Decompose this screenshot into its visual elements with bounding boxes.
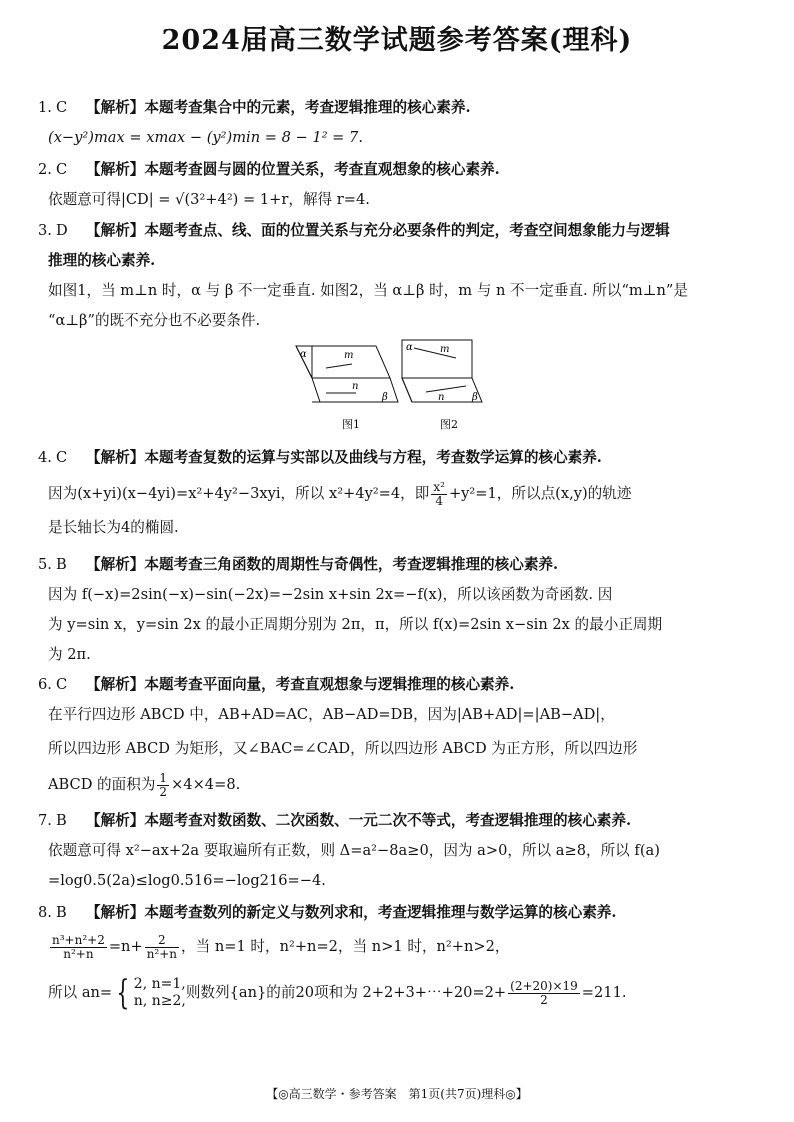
question-description: 本题考查对数函数、二次函数、一元二次不等式，考查逻辑推理的核心素养. bbox=[144, 812, 632, 829]
solution-line: ABCD 的面积为 $\frac{1}{2}$ ×4×4=8. bbox=[48, 770, 241, 799]
question-5 bbox=[38, 550, 760, 670]
solution-line: 是长轴长为4的椭圆. bbox=[48, 519, 179, 536]
figure-1-caption: 图1 bbox=[342, 418, 360, 431]
analysis-tag: 【解析】 bbox=[86, 449, 145, 466]
question-description: 本题考查点、线、面的位置关系与充分必要条件的判定，考查空间想象能力与逻辑 bbox=[144, 222, 670, 239]
solution-line: 所以 an= { 2, n=1, n, n≥2, 则数列{an}的前20项和为 2+2+3+⋯+20=2+ $\frac{(2+20)\times 19}{2}$ =211. bbox=[48, 973, 627, 1013]
question-description: 本题考查数列的新定义与数列求和，考查逻辑推理与数学运算的核心素养. bbox=[144, 904, 617, 921]
question-number: 3. bbox=[38, 222, 52, 239]
fig1-beta-label: β bbox=[382, 392, 388, 403]
analysis-tag: 【解析】 bbox=[86, 222, 145, 239]
question-description: 本题考查复数的运算与实部以及曲线与方程，考查数学运算的核心素养. bbox=[144, 449, 602, 466]
analysis-tag: 【解析】 bbox=[86, 676, 145, 693]
question-number: 8. bbox=[38, 904, 52, 921]
question-2 bbox=[38, 155, 760, 215]
analysis-tag: 【解析】 bbox=[86, 904, 145, 921]
question-description-continued: 推理的核心素养. bbox=[48, 252, 156, 269]
question-3 bbox=[38, 216, 760, 336]
solution-line: 为 y=sin x，y=sin 2x 的最小正周期分别为 2π，π，所以 f(x)=2sin x−sin 2x 的最小正周期 bbox=[48, 616, 663, 633]
solution-line: (x−y²)max = xmax − (y²)min = 8 − 1² = 7. bbox=[48, 129, 363, 146]
question-4 bbox=[38, 443, 760, 543]
answer-letter: B bbox=[56, 556, 67, 573]
analysis-tag: 【解析】 bbox=[86, 812, 145, 829]
answer-letter: B bbox=[56, 812, 67, 829]
question-description: 本题考查三角函数的周期性与奇偶性，考查逻辑推理的核心素养. bbox=[144, 556, 559, 573]
analysis-tag: 【解析】 bbox=[86, 161, 145, 178]
solution-line: =log0.5(2a)≤log0.516=−log216=−4. bbox=[48, 872, 326, 889]
solution-line: 如图1，当 m⊥n 时，α 与 β 不一定垂直. 如图2，当 α⊥β 时，m 与 n 不一定垂直. 所以“m⊥n”是 bbox=[48, 282, 688, 299]
plane-diagrams bbox=[290, 338, 490, 438]
question-number: 7. bbox=[38, 812, 52, 829]
fig2-alpha-label: α bbox=[406, 342, 413, 353]
fig1-m-label: m bbox=[344, 350, 354, 361]
answer-letter: C bbox=[56, 161, 68, 178]
question-7 bbox=[38, 806, 760, 896]
page-title: 2024届高三数学试题参考答案(理科) bbox=[161, 25, 633, 56]
answer-letter: B bbox=[56, 904, 67, 921]
fraction: $\frac{(2+20)\times 19}{2}$ bbox=[510, 978, 578, 1007]
solution-line: 依题意可得|CD| = √(3²+4²) = 1+r，解得 r=4. bbox=[48, 191, 370, 208]
analysis-tag: 【解析】 bbox=[86, 99, 145, 116]
page-footer: 【◎高三数学・参考答案 第1页(共7页)理科◎】 bbox=[266, 1087, 528, 1101]
answer-letter: C bbox=[56, 99, 68, 116]
fig2-m-label: m bbox=[440, 344, 450, 355]
question-number: 5. bbox=[38, 556, 52, 573]
piecewise-cases: 2, n=1, n, n≥2, bbox=[133, 976, 186, 1009]
solution-line: 依题意可得 x²−ax+2a 要取遍所有正数，则 Δ=a²−8a≥0，因为 a>0，所以 a≥8，所以 f(a) bbox=[48, 842, 660, 859]
fig1-n-label: n bbox=[352, 381, 359, 392]
question-description: 本题考查圆与圆的位置关系，考查直观想象的核心素养. bbox=[144, 161, 500, 178]
figures bbox=[290, 338, 490, 438]
fraction: $\frac{1}{2}$ bbox=[159, 770, 168, 799]
solution-line: $\frac{\text{n³+n²+2}}{\text{n²+n}}$ =n+ $\frac{2}{\text{n²+n}}$ ，当 n=1 时，n²+n=2，当 n>1 时，n²+n>2， bbox=[52, 932, 510, 961]
figure-2-caption: 图2 bbox=[440, 418, 458, 431]
fraction: $\frac{\text{n³+n²+2}}{\text{n²+n}}$ bbox=[52, 932, 105, 961]
fraction: $\frac{2}{\text{n²+n}}$ bbox=[146, 932, 178, 961]
solution-line: 因为(x+yi)(x−4yi)=x²+4y²−3xyi，所以 x²+4y²=4，即 $\frac{\text{x²}}{4}$ +y²=1，所以点(x,y)的轨迹 bbox=[48, 479, 632, 508]
solution-line: 因为 f(−x)=2sin(−x)−sin(−2x)=−2sin x+sin 2x=−f(x)，所以该函数为奇函数. 因 bbox=[48, 586, 613, 603]
fig2-n-label: n bbox=[438, 392, 445, 403]
fig1-alpha-label: α bbox=[300, 349, 307, 360]
question-1 bbox=[38, 93, 760, 153]
answer-letter: C bbox=[56, 449, 68, 466]
question-6 bbox=[38, 670, 760, 800]
fraction: $\frac{\text{x²}}{4}$ bbox=[433, 479, 445, 508]
question-number: 6. bbox=[38, 676, 52, 693]
answer-letter: C bbox=[56, 676, 68, 693]
solution-line: 在平行四边形 ABCD 中，AB+AD=AC，AB−AD=DB，因为|AB+AD|=|AB−AD|， bbox=[48, 706, 615, 723]
question-description: 本题考查平面向量，考查直观想象与逻辑推理的核心素养. bbox=[144, 676, 515, 693]
solution-line: 所以四边形 ABCD 为矩形，又∠BAC=∠CAD，所以四边形 ABCD 为正方形，所以四边形 bbox=[48, 740, 638, 757]
cases-brace: { bbox=[116, 973, 130, 1013]
answer-letter: D bbox=[56, 222, 68, 239]
solution-line: “α⊥β”的既不充分也不必要条件. bbox=[48, 312, 261, 329]
question-8 bbox=[38, 898, 760, 1013]
analysis-tag: 【解析】 bbox=[86, 556, 145, 573]
question-number: 4. bbox=[38, 449, 52, 466]
question-number: 2. bbox=[38, 161, 52, 178]
fig2-beta-label: β bbox=[472, 392, 478, 403]
question-description: 本题考查集合中的元素，考查逻辑推理的核心素养. bbox=[144, 99, 471, 116]
solution-line: 为 2π. bbox=[48, 646, 91, 663]
question-number: 1. bbox=[38, 99, 52, 116]
